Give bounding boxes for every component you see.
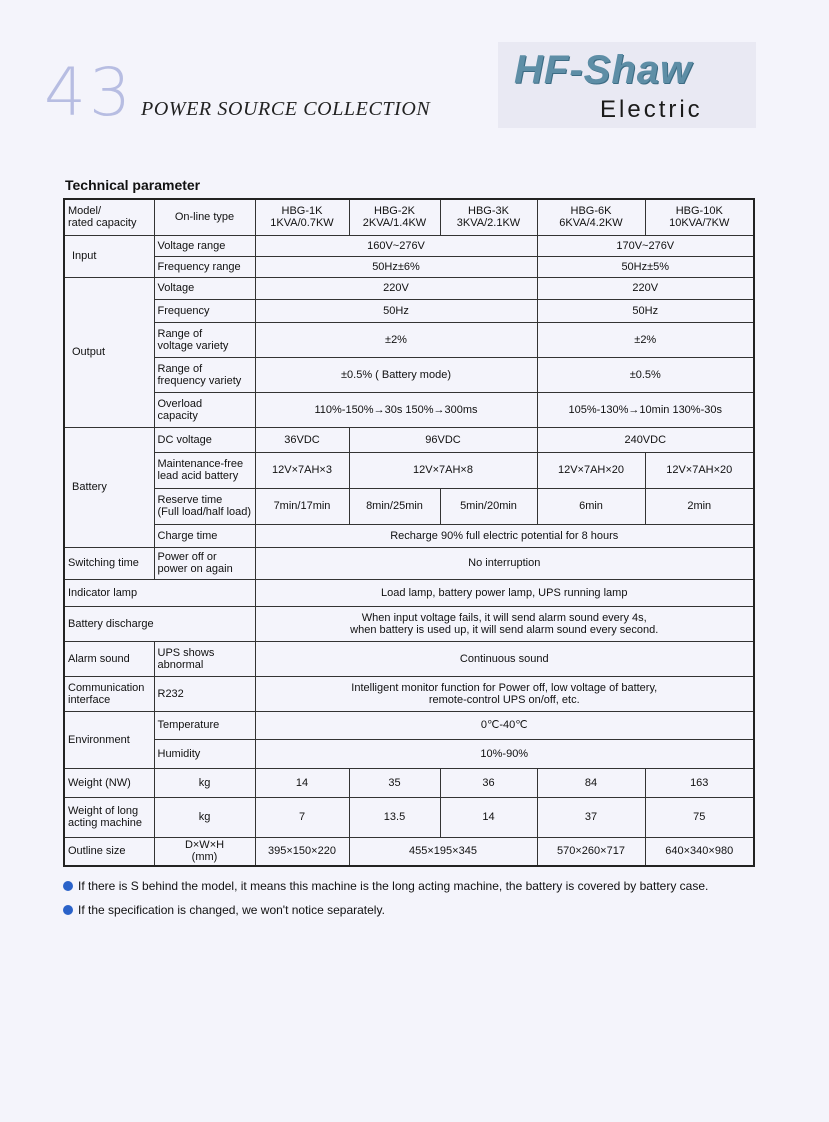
table-row xyxy=(64,676,754,711)
environment-group-label: Environment xyxy=(64,711,154,768)
outline-size-label: Outline size xyxy=(64,837,154,866)
table-cell: 13.5 xyxy=(349,797,440,837)
humidity-label: Humidity xyxy=(154,739,255,768)
table-cell: 110%-150%→30s 150%→300ms xyxy=(255,392,537,427)
battery-group-label: Battery xyxy=(64,427,154,547)
table-cell: 84 xyxy=(537,768,645,797)
table-row xyxy=(64,837,754,866)
technical-parameter-table xyxy=(63,198,755,867)
output-frequency-label: Frequency xyxy=(154,299,255,322)
model-cell: HBG-2K 2KVA/1.4KW xyxy=(349,199,440,235)
table-cell: 7min/17min xyxy=(255,488,349,524)
table-row xyxy=(64,524,754,547)
table-cell: ±2% xyxy=(255,322,537,357)
table-cell: 12V×7AH×20 xyxy=(645,452,754,488)
type-label-cell: On-line type xyxy=(154,199,255,235)
frequency-range-label: Frequency range xyxy=(154,256,255,277)
communication-sub-label: R232 xyxy=(154,676,255,711)
table-cell: 170V~276V xyxy=(537,235,754,256)
table-cell: 455×195×345 xyxy=(349,837,537,866)
weight-label: Weight (NW) xyxy=(64,768,154,797)
output-voltage-label: Voltage xyxy=(154,277,255,299)
table-cell: 160V~276V xyxy=(255,235,537,256)
table-row xyxy=(64,768,754,797)
model-cell: HBG-3K 3KVA/2.1KW xyxy=(440,199,537,235)
table-cell: 5min/20min xyxy=(440,488,537,524)
weight-long-unit: kg xyxy=(154,797,255,837)
table-cell: 12V×7AH×20 xyxy=(537,452,645,488)
table-cell: 570×260×717 xyxy=(537,837,645,866)
table-row xyxy=(64,392,754,427)
table-cell: ±0.5% ( Battery mode) xyxy=(255,357,537,392)
bullet-icon xyxy=(63,881,73,891)
table-cell: 75 xyxy=(645,797,754,837)
table-row xyxy=(64,641,754,676)
table-cell: 50Hz±6% xyxy=(255,256,537,277)
model-cell: HBG-10K 10KVA/7KW xyxy=(645,199,754,235)
table-row xyxy=(64,322,754,357)
table-cell: 8min/25min xyxy=(349,488,440,524)
table-row xyxy=(64,235,754,256)
table-row xyxy=(64,711,754,739)
voltage-variety-label: Range of voltage variety xyxy=(154,322,255,357)
communication-label: Communication interface xyxy=(64,676,154,711)
table-row xyxy=(64,199,754,235)
logo-sub: Electric xyxy=(600,96,703,123)
table-cell: 105%-130%→10min 130%-30s xyxy=(537,392,754,427)
page-number: 43 xyxy=(44,54,134,131)
logo-name: HF-Shaw xyxy=(514,48,693,92)
bullet-icon xyxy=(63,905,73,915)
table-row xyxy=(64,547,754,579)
table-cell: 0℃-40℃ xyxy=(255,711,754,739)
charge-time-label: Charge time xyxy=(154,524,255,547)
overload-label: Overload capacity xyxy=(154,392,255,427)
table-cell: 240VDC xyxy=(537,427,754,452)
table-cell: 14 xyxy=(255,768,349,797)
note-item xyxy=(63,902,708,926)
collection-title: POWER SOURCE COLLECTION xyxy=(141,98,431,120)
table-cell: 10%-90% xyxy=(255,739,754,768)
table-cell: Intelligent monitor function for Power off, low voltage of battery, remote-control UPS on/off, etc. xyxy=(255,676,754,711)
table-cell: 6min xyxy=(537,488,645,524)
temperature-label: Temperature xyxy=(154,711,255,739)
table-cell: 12V×7AH×8 xyxy=(349,452,537,488)
frequency-variety-label: Range of frequency variety xyxy=(154,357,255,392)
table-row xyxy=(64,739,754,768)
note-text: If there is S behind the model, it means this machine is the long acting machine, the battery is covered by battery case. xyxy=(78,879,709,893)
table-cell: 35 xyxy=(349,768,440,797)
table-cell: 2min xyxy=(645,488,754,524)
table-cell: 163 xyxy=(645,768,754,797)
table-cell: 7 xyxy=(255,797,349,837)
table-row xyxy=(64,488,754,524)
dc-voltage-label: DC voltage xyxy=(154,427,255,452)
table-cell: 50Hz±5% xyxy=(537,256,754,277)
input-group-label: Input xyxy=(64,235,154,277)
model-cell: HBG-6K 6KVA/4.2KW xyxy=(537,199,645,235)
lead-acid-label: Maintenance-free lead acid battery xyxy=(154,452,255,488)
company-logo xyxy=(498,42,756,128)
table-cell: 96VDC xyxy=(349,427,537,452)
table-row xyxy=(64,579,754,606)
alarm-sound-label: Alarm sound xyxy=(64,641,154,676)
reserve-time-label: Reserve time (Full load/half load) xyxy=(154,488,255,524)
note-item xyxy=(63,878,708,902)
weight-long-label: Weight of long acting machine xyxy=(64,797,154,837)
note-text: If the specification is changed, we won't notice separately. xyxy=(78,903,385,917)
alarm-sub-label: UPS shows abnormal xyxy=(154,641,255,676)
table-cell: Recharge 90% full electric potential for 8 hours xyxy=(255,524,754,547)
section-title: Technical parameter xyxy=(65,177,201,193)
switching-sub-label: Power off or power on again xyxy=(154,547,255,579)
table-row xyxy=(64,256,754,277)
table-cell: 50Hz xyxy=(537,299,754,322)
table-cell: 50Hz xyxy=(255,299,537,322)
table-cell: 14 xyxy=(440,797,537,837)
model-cell: HBG-1K 1KVA/0.7KW xyxy=(255,199,349,235)
table-cell: 36VDC xyxy=(255,427,349,452)
table-cell: Continuous sound xyxy=(255,641,754,676)
indicator-lamp-label: Indicator lamp xyxy=(64,579,255,606)
table-cell: 220V xyxy=(255,277,537,299)
weight-unit: kg xyxy=(154,768,255,797)
table-cell: 36 xyxy=(440,768,537,797)
table-cell: 395×150×220 xyxy=(255,837,349,866)
battery-discharge-label: Battery discharge xyxy=(64,606,255,641)
table-row xyxy=(64,299,754,322)
table-row xyxy=(64,452,754,488)
notes xyxy=(63,878,708,926)
table-row xyxy=(64,606,754,641)
table-row xyxy=(64,427,754,452)
table-cell: ±2% xyxy=(537,322,754,357)
table-row xyxy=(64,277,754,299)
table-cell: Load lamp, battery power lamp, UPS running lamp xyxy=(255,579,754,606)
table-cell: 220V xyxy=(537,277,754,299)
table-cell: 12V×7AH×3 xyxy=(255,452,349,488)
switching-time-label: Switching time xyxy=(64,547,154,579)
table-cell: 640×340×980 xyxy=(645,837,754,866)
table-cell: No interruption xyxy=(255,547,754,579)
table-cell: ±0.5% xyxy=(537,357,754,392)
table-cell: 37 xyxy=(537,797,645,837)
table-row xyxy=(64,357,754,392)
voltage-range-label: Voltage range xyxy=(154,235,255,256)
table-cell: When input voltage fails, it will send alarm sound every 4s, when battery is used up, it will send alarm sound every second. xyxy=(255,606,754,641)
table-row xyxy=(64,797,754,837)
output-group-label: Output xyxy=(64,277,154,427)
model-label-cell: Model/ rated capacity xyxy=(64,199,154,235)
outline-unit: D×W×H (mm) xyxy=(154,837,255,866)
